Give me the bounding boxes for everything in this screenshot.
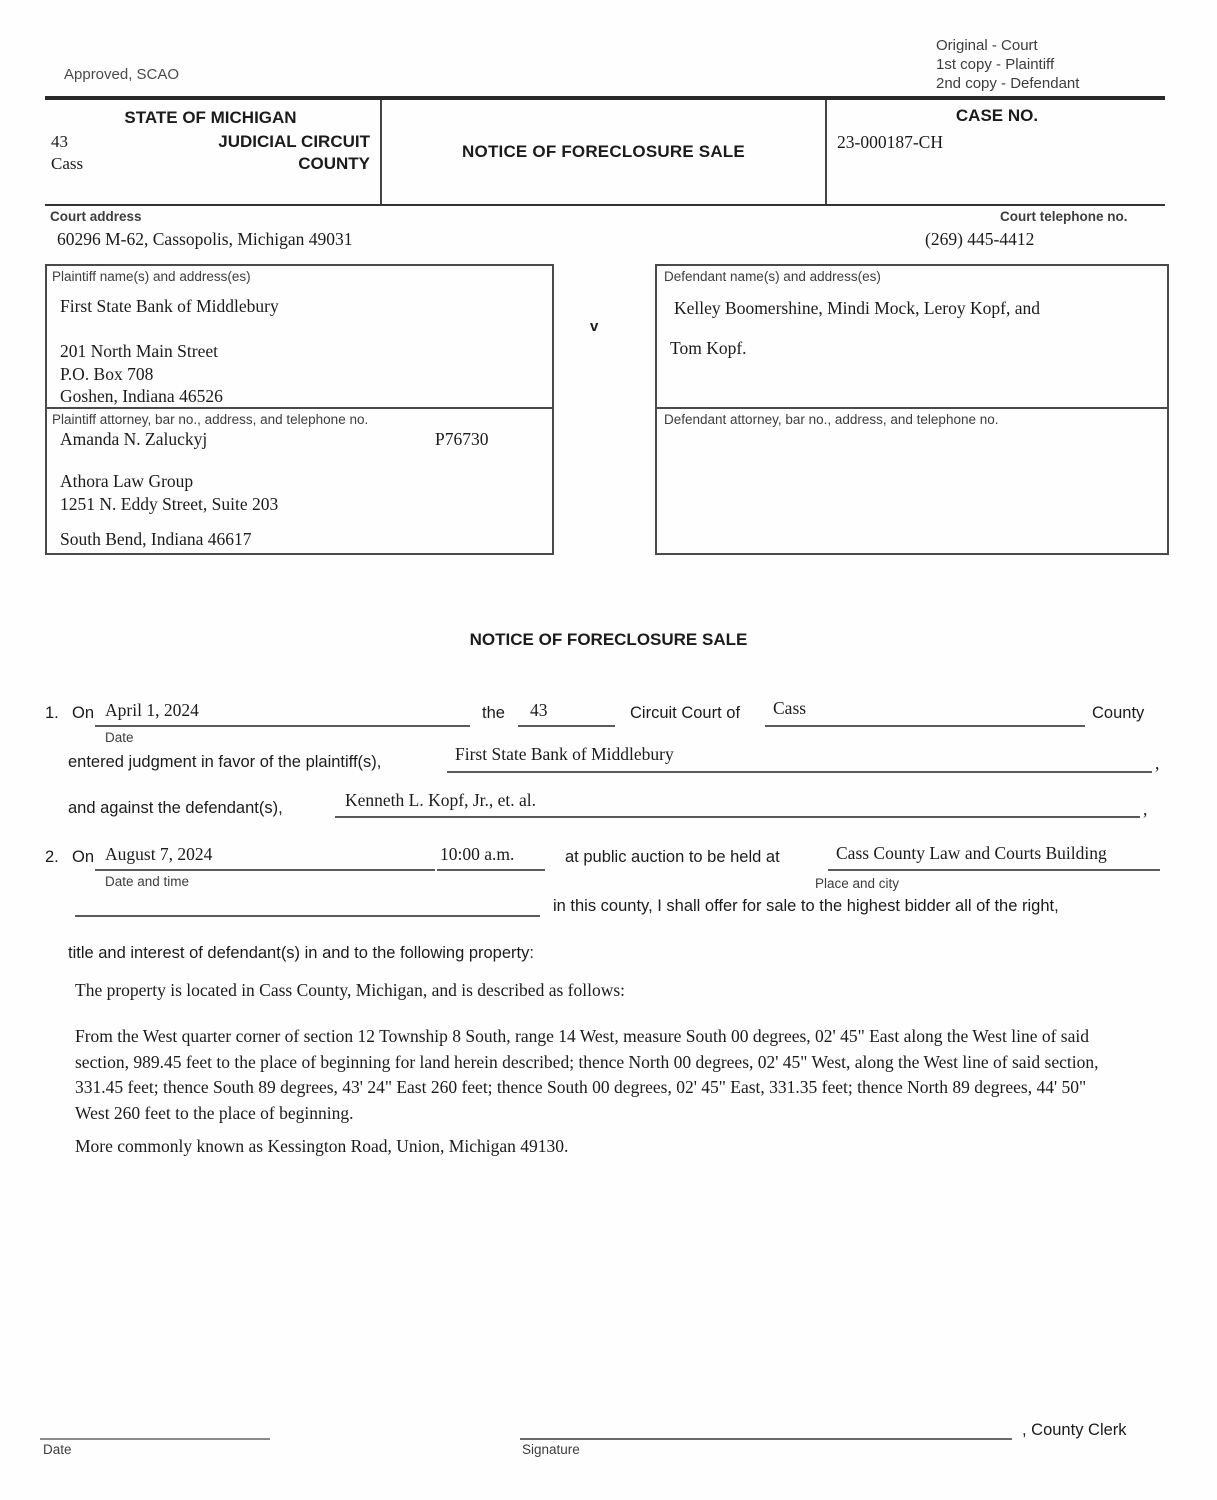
state-of-michigan-label: STATE OF MICHIGAN xyxy=(124,108,297,127)
footer-signature-label: Signature xyxy=(522,1442,580,1457)
item2-title-clause: title and interest of defendant(s) in and to the following property: xyxy=(68,944,534,962)
item1-county-value: Cass xyxy=(773,698,807,718)
item1-date-value: April 1, 2024 xyxy=(105,700,199,720)
county-name-value: Cass xyxy=(51,154,84,173)
copy-first: 1st copy - Plaintiff xyxy=(936,56,1055,73)
plaintiff-name-label: Plaintiff name(s) and address(es) xyxy=(52,269,251,284)
plaintiff-address-line: 201 North Main Street xyxy=(60,341,218,361)
item2-date-value: August 7, 2024 xyxy=(105,844,213,864)
item1-favor-value: First State Bank of Middlebury xyxy=(455,744,674,764)
header-court-section xyxy=(45,100,380,204)
footer-county-clerk: , County Clerk xyxy=(1022,1421,1127,1439)
item1-county-word: County xyxy=(1092,704,1145,722)
defendant-name-box xyxy=(655,264,1169,412)
defendant-names-line2: Tom Kopf. xyxy=(670,338,747,358)
defendant-names-line1: Kelley Boomershine, Mindi Mock, Leroy Kopf, and xyxy=(674,298,1040,318)
section-title: NOTICE OF FORECLOSURE SALE xyxy=(469,630,748,649)
plaintiff-attorney-street: 1251 N. Eddy Street, Suite 203 xyxy=(60,494,279,514)
item2-blank-field-line xyxy=(75,915,540,917)
item1-date-field-line xyxy=(95,725,470,727)
form-header xyxy=(45,96,1165,206)
item1-favor-comma: , xyxy=(1155,753,1160,773)
court-address-value: 60296 M-62, Cassopolis, Michigan 49031 xyxy=(57,229,353,249)
item1-circuit-value: 43 xyxy=(530,700,548,720)
judicial-circuit-label: JUDICIAL CIRCUIT xyxy=(218,132,370,151)
plaintiff-attorney-firm: Athora Law Group xyxy=(60,471,194,491)
item2-place-label: Place and city xyxy=(815,876,900,891)
plaintiff-attorney-box xyxy=(45,407,554,555)
item1-date-label: Date xyxy=(105,730,134,745)
copy-distribution-list xyxy=(936,36,1079,93)
footer-date-line xyxy=(40,1438,270,1440)
defendant-attorney-box xyxy=(655,407,1169,555)
item1-county-field-line xyxy=(765,725,1085,727)
court-telephone-label: Court telephone no. xyxy=(1000,209,1128,224)
item1-favor-label: entered judgment in favor of the plaintiff(s), xyxy=(68,753,382,771)
form-title: NOTICE OF FORECLOSURE SALE xyxy=(462,142,745,161)
item2-place-value: Cass County Law and Courts Building xyxy=(836,843,1107,863)
defendant-attorney-label: Defendant attorney, bar no., address, and telephone no. xyxy=(664,412,999,427)
item1-the-word: the xyxy=(482,704,505,722)
plaintiff-name-box xyxy=(45,264,554,412)
item2-place-field-line xyxy=(828,869,1160,871)
header-title-section xyxy=(380,100,827,204)
item1-against-value: Kenneth L. Kopf, Jr., et. al. xyxy=(345,790,536,810)
item1-number: 1. xyxy=(45,704,59,722)
court-address-label: Court address xyxy=(50,209,142,224)
copy-original: Original - Court xyxy=(936,37,1038,54)
approved-scao-label: Approved, SCAO xyxy=(64,66,180,83)
plaintiff-attorney-label: Plaintiff attorney, bar no., address, and telephone no. xyxy=(52,412,369,427)
case-no-value: 23-000187-CH xyxy=(837,132,943,152)
county-label: COUNTY xyxy=(298,154,370,173)
item2-auction-label: at public auction to be held at xyxy=(565,848,780,866)
circuit-number-value: 43 xyxy=(51,132,68,151)
item2-on-word: On xyxy=(72,848,95,866)
copy-second: 2nd copy - Defendant xyxy=(936,75,1080,92)
property-located-line: The property is located in Cass County, Michigan, and is described as follows: xyxy=(75,980,626,1000)
plaintiff-address-block xyxy=(60,340,223,408)
property-legal-description: From the West quarter corner of section 12 Township 8 South, range 14 West, measure South 00 degrees, 02' 45" East along the West line of said section, 989.45 feet to the place of beginning for land herein described; thence North 00 degrees, 02' 45" West, along the West line of said section, 331.45 feet; thence South 89 degrees, 43' 24" East 260 feet; thence South 00 degrees, 02' 45" East, 331.35 feet; thence North 89 degrees, 44' 50" West 260 feet to the place of beginning. xyxy=(75,1026,1099,1123)
item2-time-value: 10:00 a.m. xyxy=(440,844,515,864)
item1-on-word: On xyxy=(72,704,95,722)
item1-against-field-line xyxy=(335,816,1140,818)
versus-marker: v xyxy=(590,318,599,335)
item1-circuit-field-line xyxy=(518,725,615,727)
item1-favor-field-line xyxy=(447,771,1152,773)
property-commonly-known: More commonly known as Kessington Road, Union, Michigan 49130. xyxy=(75,1136,569,1156)
header-case-section xyxy=(827,100,1165,204)
court-telephone-value: (269) 445-4412 xyxy=(925,229,1035,249)
plaintiff-name-value: First State Bank of Middlebury xyxy=(60,296,279,316)
plaintiff-attorney-bar-no: P76730 xyxy=(435,429,489,449)
plaintiff-address-line: P.O. Box 708 xyxy=(60,363,154,384)
item2-time-field-line xyxy=(437,869,545,871)
item2-date-time-label: Date and time xyxy=(105,874,190,889)
item1-against-comma: , xyxy=(1143,799,1148,819)
item1-against-label: and against the defendant(s), xyxy=(68,799,283,817)
plaintiff-attorney-city: South Bend, Indiana 46617 xyxy=(60,529,252,549)
defendant-name-label: Defendant name(s) and address(es) xyxy=(664,269,881,284)
item2-number: 2. xyxy=(45,848,59,866)
footer-date-label: Date xyxy=(43,1442,72,1457)
item2-county-clause: in this county, I shall offer for sale to the highest bidder all of the right, xyxy=(553,897,1059,915)
plaintiff-address-line: Goshen, Indiana 46526 xyxy=(60,386,223,406)
plaintiff-attorney-name: Amanda N. Zaluckyj xyxy=(60,429,208,449)
item1-circuit-court-of: Circuit Court of xyxy=(630,704,741,722)
case-no-label: CASE NO. xyxy=(955,106,1039,125)
item2-date-field-line xyxy=(95,869,435,871)
footer-signature-line xyxy=(520,1438,1012,1440)
